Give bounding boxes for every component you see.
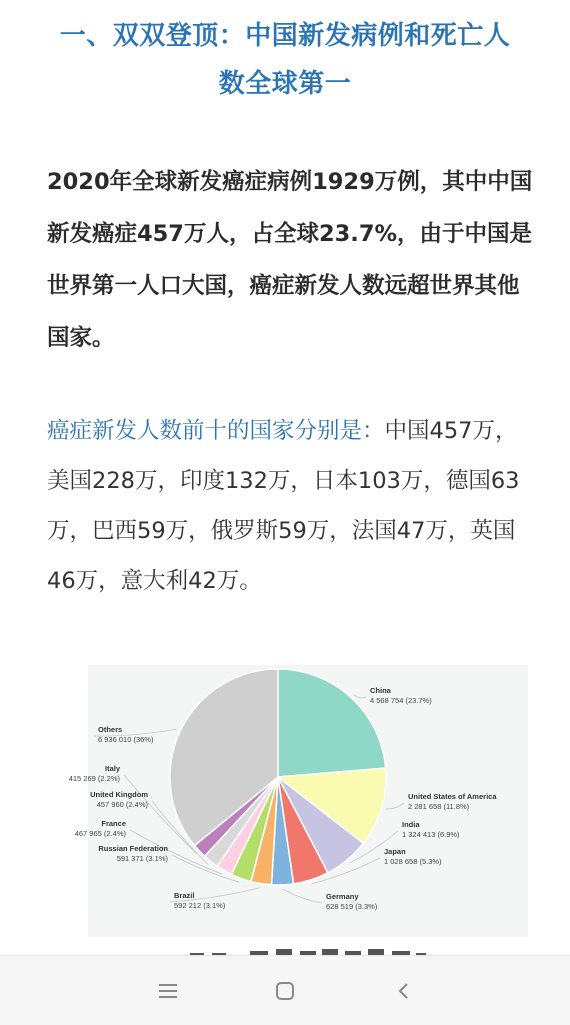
slice-value-label: 467 965 (2.4%) (74, 829, 126, 838)
slice-name-label: Germany (326, 892, 359, 901)
slice-name-label: United States of America (408, 792, 497, 801)
slice-name-label: United Kingdom (90, 790, 148, 799)
slice-name-label: Italy (104, 764, 120, 773)
heading-line-1: 一、双双登顶：中国新发病例和死亡人 (59, 21, 511, 51)
slice-value-label: 457 960 (2.4%) (96, 800, 148, 809)
cancer-cases-pie-chart (0, 650, 570, 940)
slice-name-label: Japan (384, 847, 406, 856)
home-button[interactable] (265, 974, 305, 1008)
top-ten-highlight: 癌症新发人数前十的国家分别是： (47, 418, 385, 444)
slice-name-label: China (370, 686, 391, 695)
slice-value-label: 1 324 413 (6.9%) (402, 830, 460, 839)
slice-value-label: 2 281 658 (11.8%) (408, 802, 470, 811)
back-button[interactable] (384, 974, 424, 1008)
pie-chart-container (0, 650, 570, 940)
menu-icon (157, 982, 179, 1000)
top-ten-text: 中国457万，美国228万，印度132万，日本103万，德国63万，巴西59万，俄罗斯59万，法国47万，英国46万，意大利42万。 (47, 418, 520, 594)
slice-name-label: Others (98, 725, 123, 734)
paragraph-top-ten (47, 406, 537, 606)
slice-value-label: 591 371 (3.1%) (116, 854, 168, 863)
slice-value-label: 6 936 010 (36%) (98, 735, 154, 744)
slice-name-label: Russian Federation (98, 844, 168, 853)
back-chevron-icon (393, 980, 415, 1002)
slice-value-label: 415 269 (2.2%) (68, 774, 120, 783)
slice-value-label: 4 568 754 (23.7%) (370, 696, 432, 705)
slice-value-label: 1 028 658 (5.3%) (384, 857, 442, 866)
system-navigation-bar (0, 955, 570, 1025)
article-heading (30, 12, 540, 108)
slice-name-label: France (101, 819, 126, 828)
paragraph-global-cases: 2020年全球新发癌症病例1929万例，其中中国新发癌症457万人，占全球23.7%，由于中国是世界第一人口大国，癌症新发人数远超世界其他国家。 (47, 169, 533, 351)
heading-line-2: 数全球第一 (218, 69, 352, 99)
slice-value-label: 628 519 (3.3%) (326, 902, 378, 911)
slice-value-label: 592 212 (3.1%) (174, 901, 226, 910)
home-square-icon (274, 980, 296, 1002)
slice-name-label: India (402, 820, 420, 829)
menu-button[interactable] (148, 974, 188, 1008)
slice-name-label: Brazil (174, 891, 195, 900)
